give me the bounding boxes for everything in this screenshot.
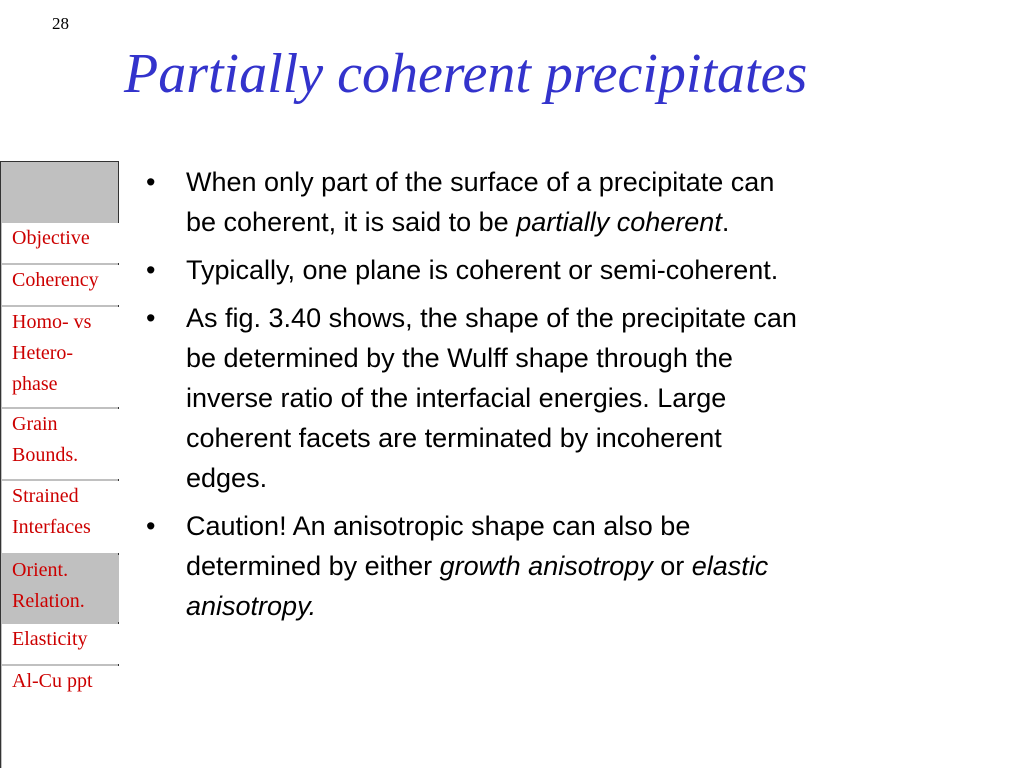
- nav-item-orient-relation[interactable]: [2, 555, 119, 622]
- bullet-dot-icon: •: [146, 255, 156, 285]
- body-text: determined by either: [186, 551, 440, 581]
- bullet-line: [186, 586, 976, 626]
- bullet-list: [146, 162, 976, 634]
- bullet-dot-icon: •: [146, 511, 156, 541]
- body-text: Typically, one plane is coherent or semi-coherent.: [186, 255, 779, 285]
- nav-item-label-line: Objective: [12, 227, 90, 249]
- nav-item-label-line: Elasticity: [12, 628, 88, 650]
- nav-item-objective[interactable]: [2, 223, 119, 263]
- bullet-line: [186, 378, 976, 418]
- body-text: edges.: [186, 463, 268, 493]
- slide-title: Partially coherent precipitates: [124, 43, 808, 105]
- bullet-dot-icon: •: [146, 167, 156, 197]
- body-text: coherent facets are terminated by incoherent: [186, 423, 722, 453]
- body-text: or: [652, 551, 692, 581]
- emphasis-text: elastic: [691, 551, 769, 581]
- nav-item-label-line: Homo- vs: [12, 311, 92, 333]
- body-text: When only part of the surface of a precipitate can: [186, 167, 775, 197]
- emphasis-text: growth anisotropy: [439, 551, 653, 581]
- nav-item-al-cu-ppt[interactable]: [2, 666, 119, 769]
- nav-item-label-line: Orient.: [12, 559, 69, 581]
- slide-number: 28: [52, 14, 69, 33]
- body-text: As fig. 3.40 shows, the shape of the precipitate can: [186, 303, 797, 333]
- emphasis-text: partially coherent: [516, 207, 722, 237]
- nav-item-label-line: Hetero-: [12, 342, 74, 364]
- body-text: .: [721, 207, 730, 237]
- nav-item-label-line: Relation.: [12, 590, 85, 612]
- body-text: be determined by the Wulff shape through the: [186, 343, 733, 373]
- bullet-item: [146, 162, 976, 242]
- emphasis-text: anisotropy.: [186, 591, 317, 621]
- bullet-item: [146, 250, 976, 290]
- nav-item-grain-bounds[interactable]: [2, 409, 119, 479]
- nav-item-label-line: phase: [12, 373, 58, 395]
- bullet-line: [186, 162, 976, 202]
- nav-item-label-line: Coherency: [12, 269, 99, 291]
- bullet-line: [186, 202, 976, 242]
- bullet-line: [186, 458, 976, 498]
- bullet-line: [186, 506, 976, 546]
- nav-item-coherency[interactable]: [2, 265, 119, 305]
- sidebar-nav: [0, 161, 119, 768]
- nav-item-homo-vs-hetero-phase[interactable]: [2, 307, 119, 407]
- body-text: inverse ratio of the interfacial energies. Large: [186, 383, 727, 413]
- nav-item-label-line: Grain: [12, 413, 58, 435]
- bullet-line: [186, 546, 976, 586]
- nav-item-label-line: Strained: [12, 485, 79, 507]
- bullet-line: [186, 250, 976, 290]
- nav-item-elasticity[interactable]: [2, 624, 119, 664]
- bullet-line: [186, 418, 976, 458]
- bullet-line: [186, 338, 976, 378]
- bullet-line: [186, 298, 976, 338]
- nav-item-strained-interfaces[interactable]: [2, 481, 119, 553]
- nav-item-label-line: Al-Cu ppt: [12, 670, 93, 692]
- body-text: Caution! An anisotropic shape can also be: [186, 511, 691, 541]
- bullet-dot-icon: •: [146, 303, 156, 333]
- body-text: be coherent, it is said to be: [186, 207, 517, 237]
- bullet-item: [146, 298, 976, 498]
- nav-item-label-line: Interfaces: [12, 516, 91, 538]
- bullet-item: [146, 506, 976, 626]
- nav-item-label-line: Bounds.: [12, 444, 79, 466]
